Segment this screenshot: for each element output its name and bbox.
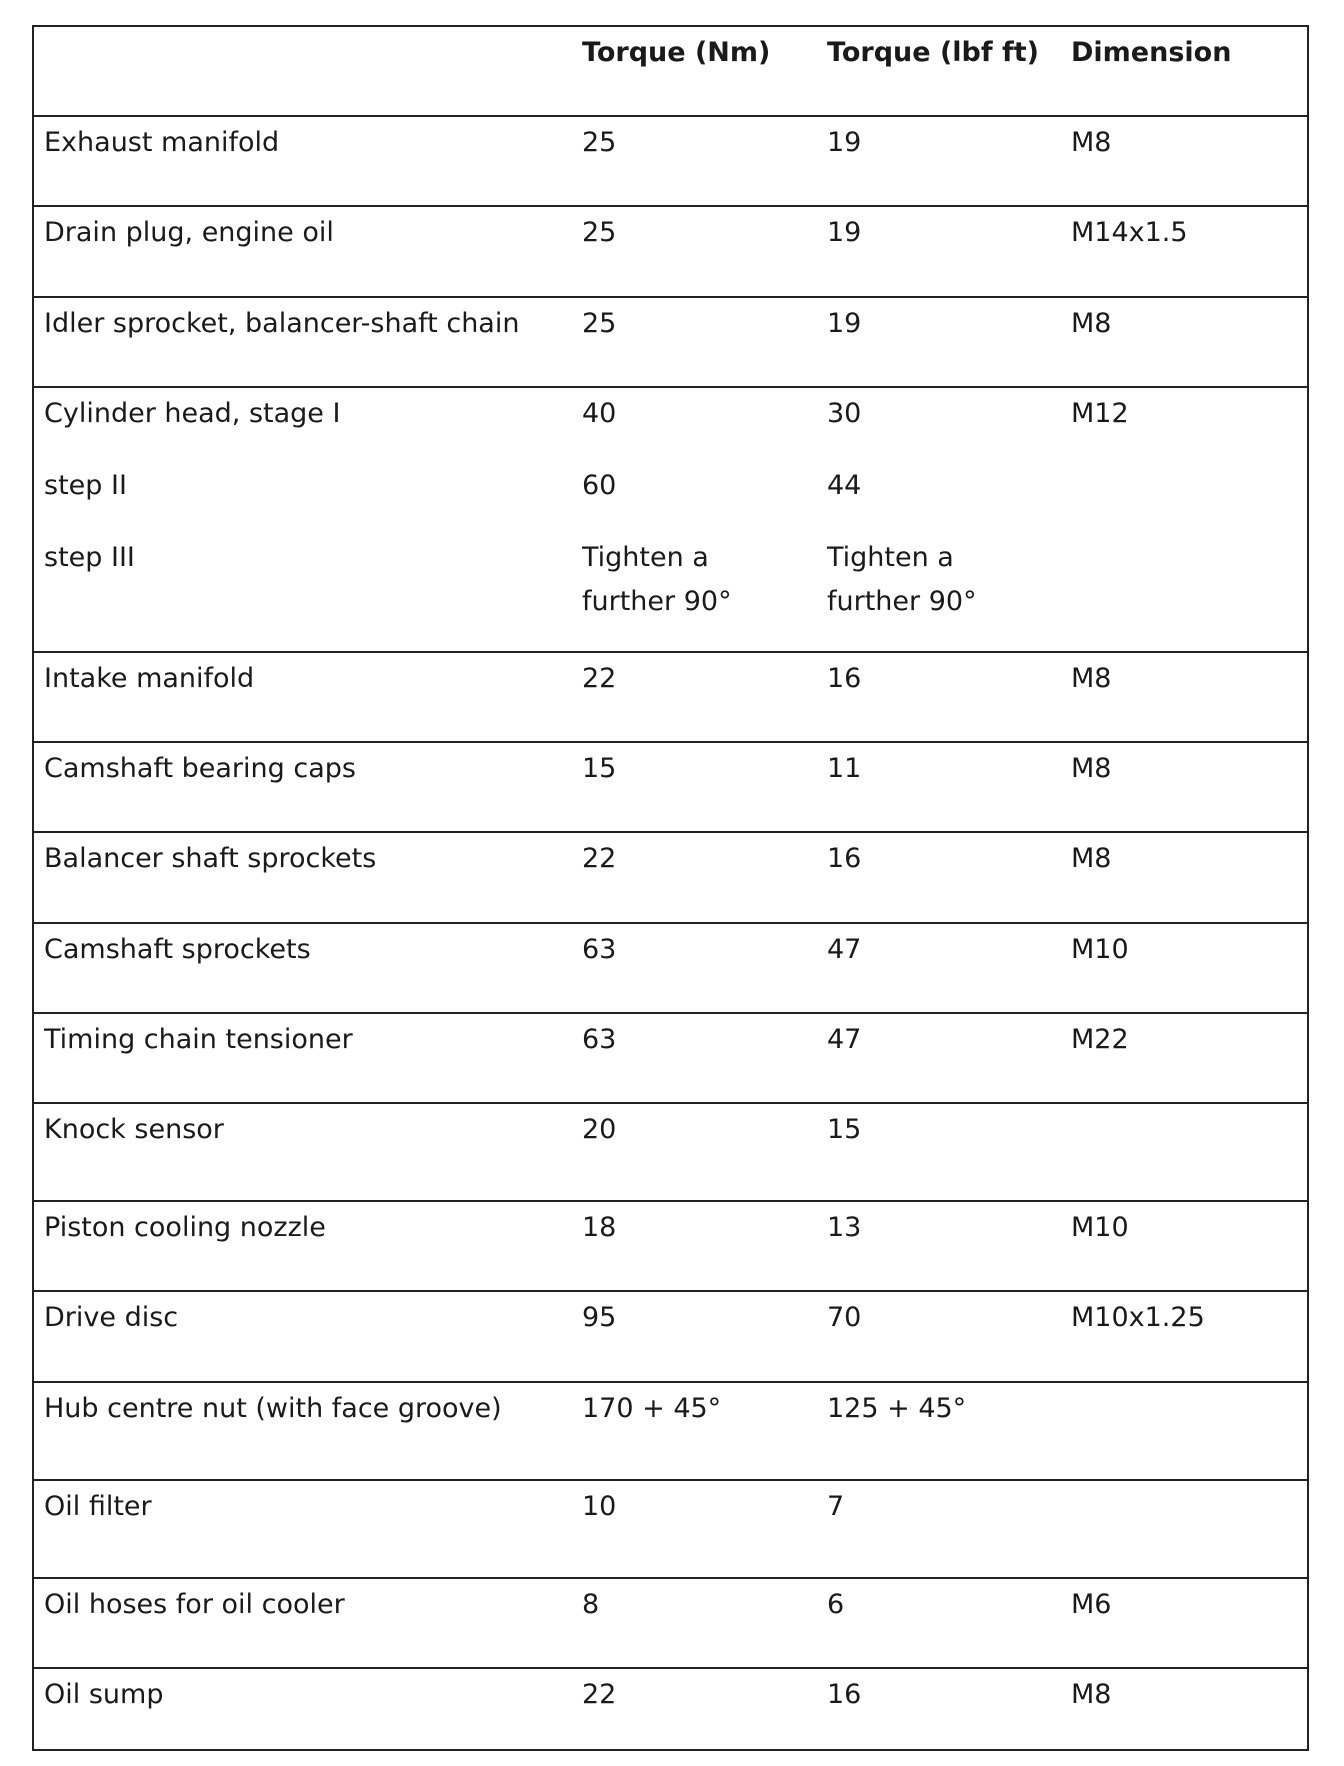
torque-lbf: 16 [827,663,862,694]
torque-nm: 15 [582,753,617,784]
torque-nm: 40 [582,398,617,429]
table-row [34,388,1307,653]
dimension: M10 [1071,934,1129,965]
dimension: M8 [1071,753,1112,784]
part-name: Drive disc [44,1302,179,1333]
table-row [34,207,1307,298]
part-name: Balancer shaft sprockets [44,843,377,874]
table-row [34,1481,1307,1579]
dimension: M8 [1071,1679,1112,1710]
torque-table [32,25,1309,1751]
torque-nm: 18 [582,1212,617,1243]
torque-nm: 10 [582,1491,617,1522]
dimension: M22 [1071,1024,1129,1055]
part-name: Oil filter [44,1491,152,1522]
step2-torque-nm: 60 [582,470,617,501]
table-row [34,653,1307,743]
dimension: M8 [1071,843,1112,874]
table-header [34,27,1307,117]
dimension: M10x1.25 [1071,1302,1205,1333]
table-row [34,1104,1307,1202]
part-name: Oil hoses for oil cooler [44,1589,345,1620]
header-dimension: Dimension [1071,37,1232,68]
part-name: Piston cooling nozzle [44,1212,326,1243]
torque-lbf: 16 [827,1679,862,1710]
table-row [34,298,1307,388]
step3-torque-lbf: Tighten a further 90° [827,542,977,617]
dimension: M8 [1071,663,1112,694]
dimension: M14x1.5 [1071,217,1188,248]
step3-label: step III [44,542,135,573]
torque-lbf: 19 [827,217,862,248]
dimension: M10 [1071,1212,1129,1243]
dimension: M8 [1071,308,1112,339]
part-name: Camshaft sprockets [44,934,311,965]
step3-torque-nm: Tighten a further 90° [582,542,732,617]
torque-lbf: 6 [827,1589,845,1620]
table-row [34,743,1307,833]
table-row [34,1292,1307,1383]
header-torque-lbf: Torque (lbf ft) [827,37,1040,68]
torque-nm: 22 [582,1679,617,1710]
torque-lbf: 15 [827,1114,862,1145]
part-name: Knock sensor [44,1114,224,1145]
torque-nm: 25 [582,127,617,158]
part-name: Timing chain tensioner [44,1024,353,1055]
torque-nm: 170 + 45° [582,1393,722,1424]
torque-lbf: 19 [827,127,862,158]
part-name: Oil sump [44,1679,164,1710]
torque-nm: 25 [582,217,617,248]
part-name: Drain plug, engine oil [44,217,334,248]
step2-label: step II [44,470,127,501]
torque-lbf: 13 [827,1212,862,1243]
header-torque-nm: Torque (Nm) [582,37,771,68]
table-row [34,1202,1307,1292]
table-row [34,833,1307,924]
torque-lbf: 11 [827,753,862,784]
torque-nm: 22 [582,843,617,874]
torque-lbf: 47 [827,1024,862,1055]
table-row [34,924,1307,1014]
table-row [34,117,1307,207]
part-name: Hub centre nut (with face groove) [44,1393,502,1424]
table-row [34,1579,1307,1669]
torque-lbf: 16 [827,843,862,874]
torque-lbf: 125 + 45° [827,1393,967,1424]
dimension: M6 [1071,1589,1112,1620]
torque-nm: 25 [582,308,617,339]
torque-nm: 8 [582,1589,600,1620]
torque-nm: 63 [582,1024,617,1055]
part-name: Camshaft bearing caps [44,753,356,784]
table-row [34,1383,1307,1481]
dimension: M12 [1071,398,1129,429]
part-name: Idler sprocket, balancer-shaft chain [44,308,520,339]
part-name: Exhaust manifold [44,127,280,158]
torque-nm: 95 [582,1302,617,1333]
part-name: Intake manifold [44,663,255,694]
part-name: Cylinder head, stage I [44,398,341,429]
torque-lbf: 70 [827,1302,862,1333]
table-row [34,1014,1307,1104]
torque-nm: 63 [582,934,617,965]
dimension: M8 [1071,127,1112,158]
table-row [34,1669,1307,1749]
torque-lbf: 19 [827,308,862,339]
torque-lbf: 47 [827,934,862,965]
torque-lbf: 30 [827,398,862,429]
torque-lbf: 7 [827,1491,845,1522]
torque-nm: 20 [582,1114,617,1145]
step2-torque-lbf: 44 [827,470,862,501]
torque-nm: 22 [582,663,617,694]
